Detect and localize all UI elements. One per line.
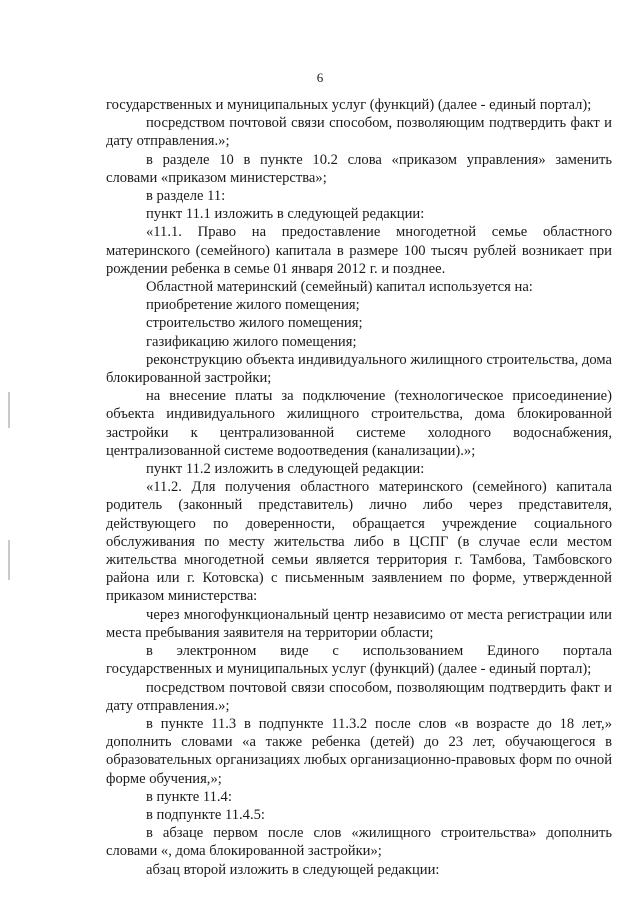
paragraph: «11.2. Для получения областного материнского (семейного) капитала родитель (законный представитель) лично либо через представителя, действующего по доверенности, обращается учреждение социального обслуживания по месту жительства либо в ЦСПГ (в случае если местом жительства многодетной семьи является территория г. Тамбова, Тамбовского района или г. Котовска) с письменным заявлением по форме, утвержденной приказом министерства: <box>106 479 612 605</box>
scan-edge-mark <box>8 540 10 580</box>
paragraph: приобретение жилого помещения; <box>146 297 360 314</box>
paragraph: посредством почтовой связи способом, позволяющим подтвердить факт и дату отправления.»; <box>106 679 612 714</box>
paragraph: газификацию жилого помещения; <box>146 333 357 350</box>
paragraph: пункт 11.2 изложить в следующей редакции: <box>146 461 425 478</box>
paragraph: в разделе 10 в пункте 10.2 слова «приказом управления» заменить словами «приказом министерства»; <box>106 151 612 186</box>
paragraph: на внесение платы за подключение (технологическое присоединение) объекта индивидуального жилищного строительства, дома блокированной застройки к централизованной системе холодного водоснабжения, централизованной системе водоотведения (канализации).»; <box>106 388 612 459</box>
paragraph: в разделе 11: <box>146 188 226 205</box>
paragraph: в пункте 11.4: <box>146 788 232 805</box>
paragraph: в подпункте 11.4.5: <box>146 806 265 823</box>
paragraph: пункт 11.1 изложить в следующей редакции: <box>146 206 425 223</box>
paragraph: в абзаце первом после слов «жилищного строительства» дополнить словами «, дома блокированной застройки»; <box>106 825 612 860</box>
page-number: 6 <box>316 70 324 85</box>
paragraph: посредством почтовой связи способом, позволяющим подтвердить факт и дату отправления.»; <box>106 115 612 150</box>
scan-edge-mark <box>8 392 10 428</box>
paragraph: государственных и муниципальных услуг (функций) (далее - единый портал); <box>106 97 592 113</box>
paragraph: «11.1. Право на предоставление многодетной семье областного материнского (семейного) капитала в размере 100 тысяч рублей возникает при рождении ребенка в семье 01 января 2012 г. и позднее. <box>106 224 612 277</box>
paragraph: через многофункциональный центр независимо от места регистрации или места пребывания заявителя на территории области; <box>106 606 612 641</box>
paragraph: реконструкцию объекта индивидуального жилищного строительства, дома блокированной застройки; <box>106 351 612 387</box>
paragraph: Областной материнский (семейный) капитал используется на: <box>146 279 533 296</box>
paragraph: в электронном виде с использованием Единого портала <box>146 643 612 660</box>
document-body <box>106 96 612 879</box>
paragraph: в пункте 11.3 в подпункте 11.3.2 после слов «в возрасте до 18 лет,» дополнить словами «а также ребенка (детей) до 23 лет, обучающегося в образовательных организациях любых организационно-правовых форм по очной форме обучения,»; <box>106 715 612 787</box>
paragraph: абзац второй изложить в следующей редакции: <box>146 861 440 878</box>
paragraph: строительство жилого помещения; <box>146 315 363 332</box>
paragraph: государственных и муниципальных услуг (функций) (далее - единый портал); <box>106 661 592 678</box>
